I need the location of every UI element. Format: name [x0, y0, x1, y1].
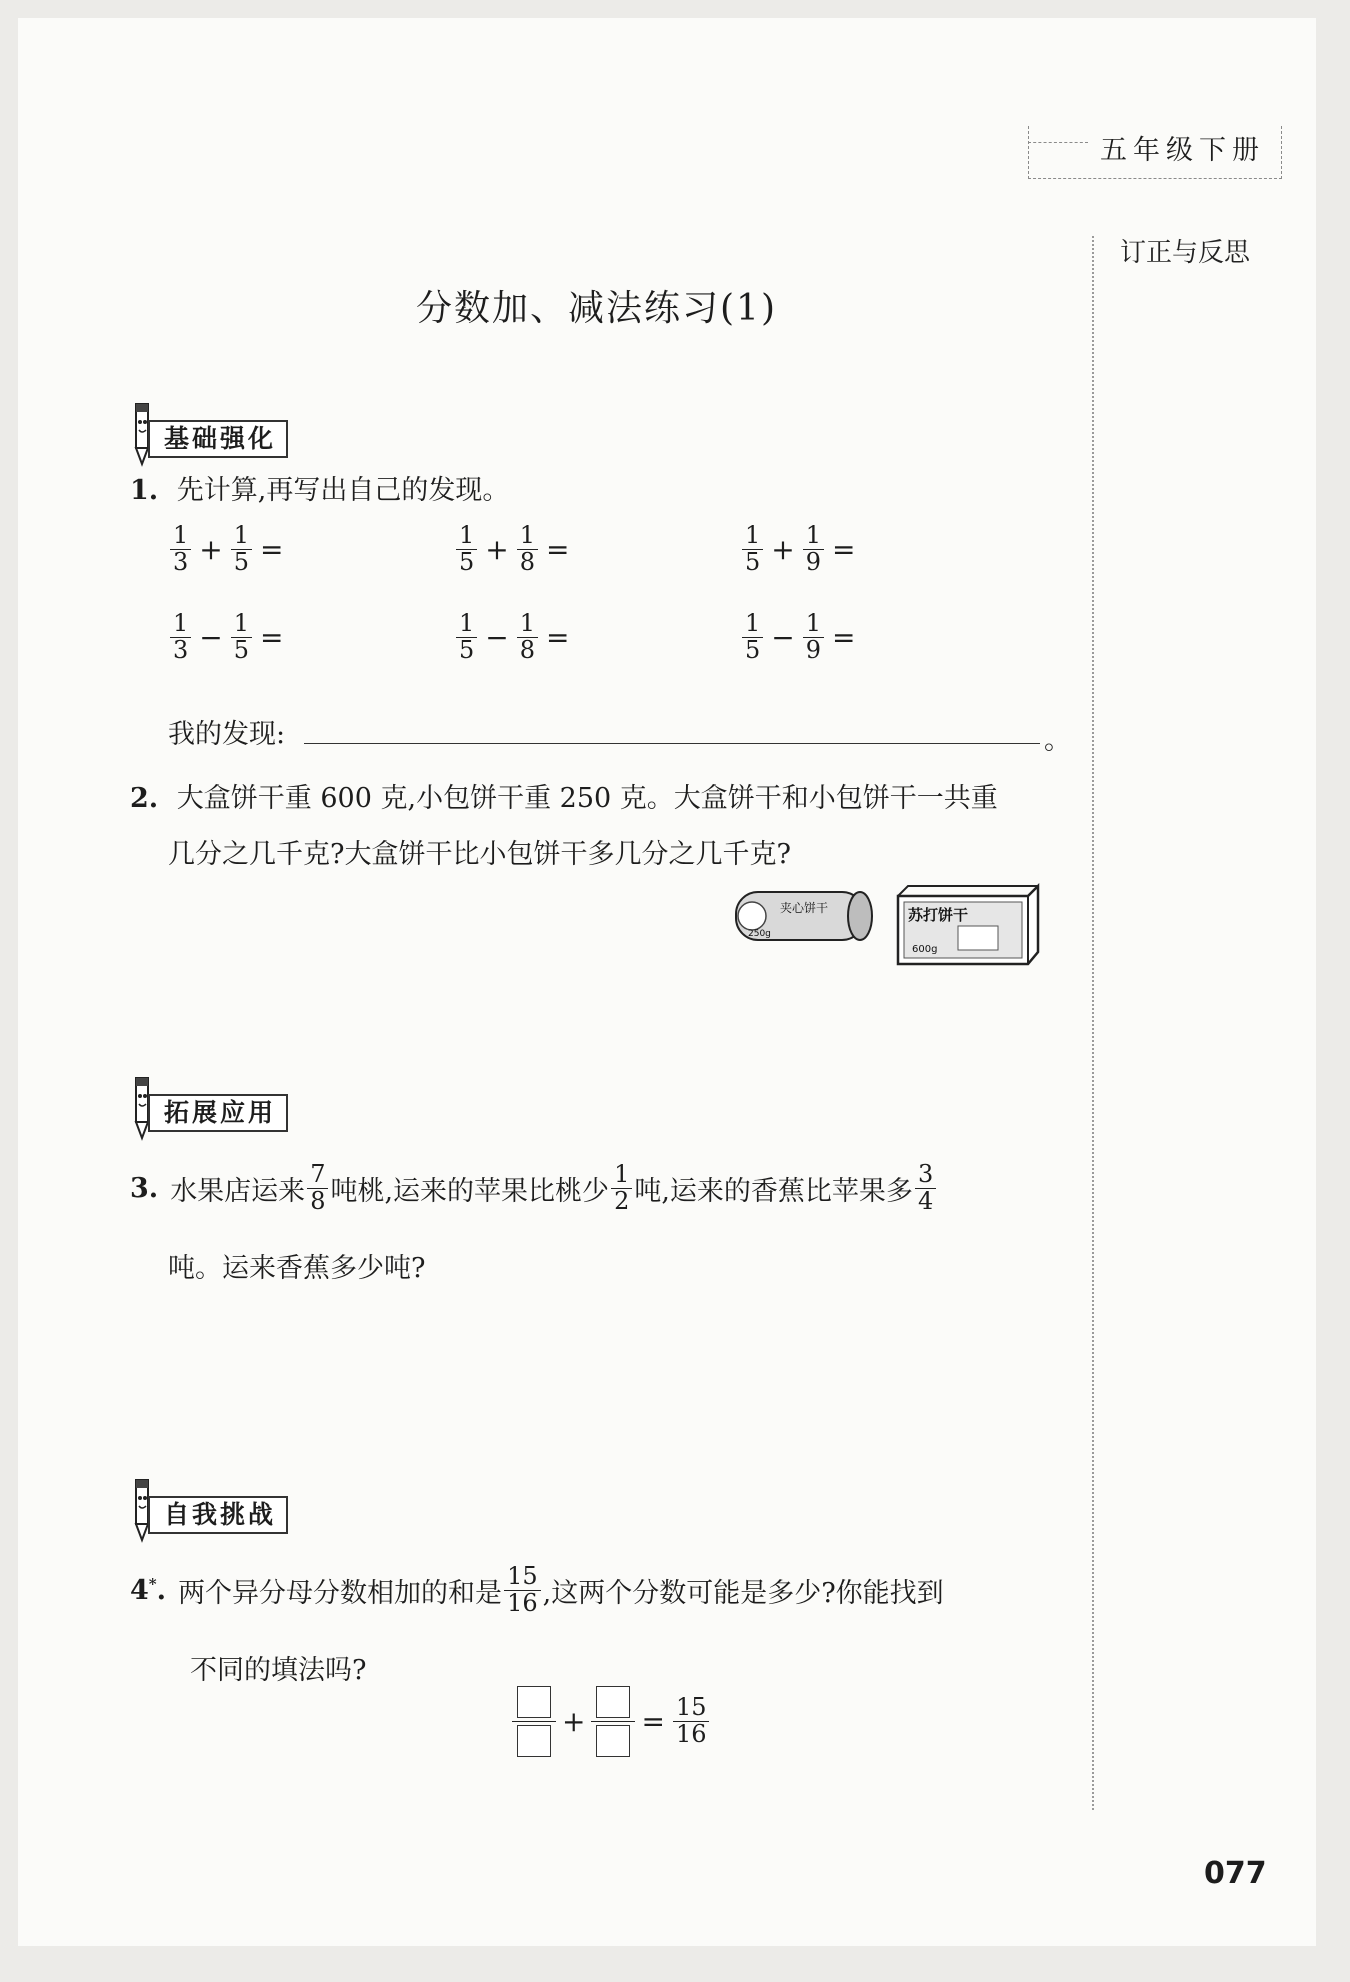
fraction-sum: $\frac{15}{16}$ — [504, 1564, 541, 1617]
big-biscuit-box-illustration — [894, 882, 1044, 972]
small-biscuit-pack-illustration — [730, 882, 880, 952]
expression-4: $\frac{1}{3}$ − $\frac{1}{5}$ = — [168, 611, 290, 664]
question-text: 两个异分母分数相加的和是 — [178, 1577, 503, 1609]
svg-text:600g: 600g — [912, 944, 938, 955]
question-number: 3. — [130, 1172, 159, 1204]
svg-text:夹心饼干: 夹心饼干 — [780, 901, 829, 915]
section-title-challenge: 自我挑战 — [148, 1496, 288, 1534]
numerator-input-1[interactable] — [517, 1686, 551, 1718]
expression-2: $\frac{1}{5}$ + $\frac{1}{8}$ = — [454, 523, 576, 576]
fill-in-equation: + = $\frac{15}{16}$ — [512, 1686, 711, 1757]
grade-label-box — [1028, 126, 1282, 179]
workbook-page — [18, 18, 1316, 1946]
question-4-line-2: 不同的填法吗? — [190, 1655, 367, 1686]
page-title: 分数加、减法练习(1) — [416, 288, 777, 329]
denominator-input-1[interactable] — [517, 1725, 551, 1757]
margin-label-correction: 订正与反思 — [1120, 238, 1251, 268]
question-text: 吨,运来的香蕉比苹果多 — [634, 1175, 913, 1207]
grade-label: 五年级下册 — [1094, 128, 1271, 167]
question-2-line-1 — [130, 776, 998, 815]
fraction-peach: $\frac{7}{8}$ — [307, 1162, 328, 1215]
denominator-input-2[interactable] — [596, 1725, 630, 1757]
fraction-banana-diff: $\frac{3}{4}$ — [915, 1162, 936, 1215]
question-3-line-2: 吨。运来香蕉多少吨? — [168, 1253, 426, 1284]
section-title-basic: 基础强化 — [148, 420, 288, 458]
svg-text:苏打饼干: 苏打饼干 — [908, 906, 969, 924]
margin-divider — [1092, 236, 1094, 1810]
fraction-blank-2 — [591, 1686, 635, 1757]
question-text: 吨桃,运来的苹果比桃少 — [330, 1175, 610, 1207]
finding-answer-line[interactable] — [304, 743, 1040, 744]
question-4-line-1 — [130, 1564, 944, 1617]
question-number: 2. — [130, 783, 159, 814]
finding-label: 我的发现: — [168, 719, 286, 750]
numerator-input-2[interactable] — [596, 1686, 630, 1718]
question-2-line-2: 几分之几千克?大盒饼干比小包饼干多几分之几千克? — [168, 839, 791, 870]
expression-3: $\frac{1}{5}$ + $\frac{1}{9}$ = — [740, 523, 862, 576]
question-text: 先计算,再写出自己的发现。 — [176, 475, 510, 506]
finding-period: 。 — [1044, 725, 1071, 756]
fraction-result: $\frac{15}{16}$ — [673, 1695, 710, 1748]
question-3-line-1 — [130, 1162, 938, 1215]
question-text: 水果店运来 — [170, 1175, 306, 1207]
section-title-extend: 拓展应用 — [148, 1094, 288, 1132]
question-number: 1. — [130, 475, 159, 506]
page-number: 077 — [1204, 1856, 1267, 1891]
fraction-blank-1 — [512, 1686, 556, 1757]
svg-text:250g: 250g — [748, 929, 771, 939]
question-1-prompt — [130, 468, 509, 507]
question-text: ,这两个分数可能是多少?你能找到 — [542, 1577, 944, 1609]
question-number: 4*. — [130, 1574, 167, 1606]
fraction-apple-diff: $\frac{1}{2}$ — [611, 1162, 632, 1215]
expression-5: $\frac{1}{5}$ − $\frac{1}{8}$ = — [454, 611, 576, 664]
question-text: 大盒饼干重 600 克,小包饼干重 250 克。大盒饼干和小包饼干一共重 — [176, 783, 998, 814]
expression-6: $\frac{1}{5}$ − $\frac{1}{9}$ = — [740, 611, 862, 664]
expression-1: $\frac{1}{3}$ + $\frac{1}{5}$ = — [168, 523, 290, 576]
